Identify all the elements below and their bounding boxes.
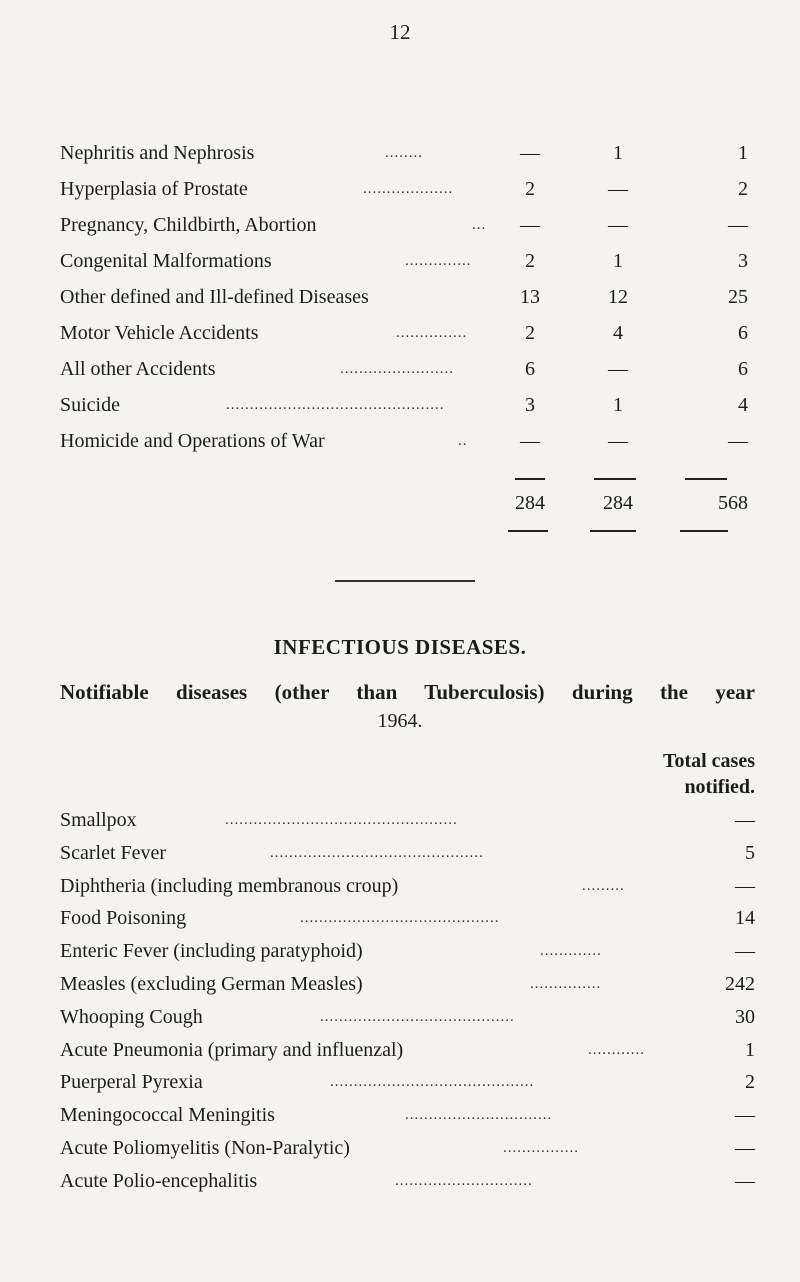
deaths-row	[60, 426, 760, 456]
leader-dots: ........	[385, 145, 423, 161]
cases-notified: 2	[745, 1071, 755, 1093]
disease-label: Measles (excluding German Measles)	[60, 973, 363, 995]
cases-notified: —	[735, 875, 755, 897]
cases-notified: —	[735, 1170, 755, 1192]
infectious-row	[60, 1035, 755, 1065]
section-divider	[335, 580, 475, 582]
value-col2: —	[608, 358, 628, 380]
row-label: Motor Vehicle Accidents	[60, 322, 259, 344]
deaths-row	[60, 246, 760, 276]
page-number: 12	[389, 20, 411, 44]
leader-dots: ..........................................	[300, 910, 500, 926]
value-col2: 4	[613, 322, 623, 344]
value-col3: 2	[738, 178, 748, 200]
row-label: Congenital Malformations	[60, 250, 272, 272]
totals-underline-col2	[590, 530, 636, 532]
infectious-year: 1964.	[377, 710, 423, 732]
value-col1: 13	[520, 286, 540, 308]
value-col3: 4	[738, 394, 748, 416]
value-col1: 2	[525, 250, 535, 272]
totals-rule-col1	[515, 478, 545, 480]
deaths-row	[60, 354, 760, 384]
column-header-notified: notified.	[684, 776, 755, 798]
leader-dots: ............	[588, 1042, 645, 1058]
cases-notified: —	[735, 809, 755, 831]
total-col2: 284	[603, 492, 633, 514]
value-col2: 12	[608, 286, 628, 308]
leader-dots: ...............	[530, 976, 602, 992]
disease-label: Whooping Cough	[60, 1006, 203, 1028]
leader-dots: .............................	[395, 1173, 533, 1189]
value-col3: 25	[728, 286, 748, 308]
value-col2: —	[608, 430, 628, 452]
disease-label: Acute Pneumonia (primary and influenzal)	[60, 1039, 404, 1061]
cases-notified: 242	[725, 973, 755, 995]
infectious-row	[60, 1067, 755, 1097]
infectious-subtitle: Notifiable diseases (other than Tuberculosis) during the year	[60, 680, 755, 704]
leader-dots: ...............................	[405, 1107, 553, 1123]
row-label: Homicide and Operations of War	[60, 430, 325, 452]
deaths-row	[60, 210, 760, 240]
value-col2: 1	[613, 250, 623, 272]
cases-notified: 1	[745, 1039, 755, 1061]
total-col3: 568	[718, 492, 748, 514]
row-label: Hyperplasia of Prostate	[60, 178, 248, 200]
value-col3: 3	[738, 250, 748, 272]
value-col1: —	[520, 430, 540, 452]
disease-label: Meningococcal Meningitis	[60, 1104, 275, 1126]
value-col1: —	[520, 142, 540, 164]
cases-notified: —	[735, 1104, 755, 1126]
leader-dots: ..............................................	[226, 397, 445, 413]
value-col1: 6	[525, 358, 535, 380]
column-header-total-cases: Total cases	[662, 750, 755, 772]
cases-notified: 14	[735, 907, 755, 929]
leader-dots: .........................................	[320, 1009, 515, 1025]
row-label: Other defined and Ill-defined Diseases	[60, 286, 369, 308]
row-label: Nephritis and Nephrosis	[60, 142, 255, 164]
infectious-row	[60, 969, 755, 999]
leader-dots: ..	[458, 433, 468, 449]
value-col2: —	[608, 178, 628, 200]
leader-dots: ..............	[405, 253, 472, 269]
disease-label: Acute Poliomyelitis (Non-Paralytic)	[60, 1137, 350, 1159]
row-label: Pregnancy, Childbirth, Abortion	[60, 214, 317, 236]
cases-notified: —	[735, 940, 755, 962]
value-col3: —	[728, 214, 748, 236]
value-col2: —	[608, 214, 628, 236]
value-col3: 6	[738, 358, 748, 380]
infectious-row	[60, 1002, 755, 1032]
row-label: All other Accidents	[60, 358, 216, 380]
leader-dots: .................................................	[225, 812, 458, 828]
disease-label: Acute Polio-encephalitis	[60, 1170, 258, 1192]
cases-notified: 30	[735, 1006, 755, 1028]
value-col2: 1	[613, 142, 623, 164]
infectious-row	[60, 805, 755, 835]
totals-rule-col2	[594, 478, 636, 480]
infectious-row	[60, 936, 755, 966]
leader-dots: ................	[503, 1140, 579, 1156]
leader-dots: .............	[540, 943, 602, 959]
disease-label: Food Poisoning	[60, 907, 187, 929]
cases-notified: 5	[745, 842, 755, 864]
cases-notified: —	[735, 1137, 755, 1159]
deaths-row	[60, 390, 760, 420]
value-col1: 3	[525, 394, 535, 416]
totals-rule-col3	[685, 478, 727, 480]
value-col3: 1	[738, 142, 748, 164]
value-col1: —	[520, 214, 540, 236]
infectious-row	[60, 1166, 755, 1196]
deaths-row	[60, 318, 760, 348]
deaths-row	[60, 174, 760, 204]
value-col2: 1	[613, 394, 623, 416]
value-col1: 2	[525, 178, 535, 200]
disease-label: Enteric Fever (including paratyphoid)	[60, 940, 363, 962]
infectious-row	[60, 1133, 755, 1163]
disease-label: Puerperal Pyrexia	[60, 1071, 203, 1093]
value-col3: 6	[738, 322, 748, 344]
deaths-row	[60, 138, 760, 168]
infectious-row	[60, 838, 755, 868]
leader-dots: .........	[582, 878, 625, 894]
totals-underline-col1	[508, 530, 548, 532]
infectious-heading: INFECTIOUS DISEASES.	[273, 635, 527, 659]
value-col1: 2	[525, 322, 535, 344]
totals-row	[60, 488, 760, 518]
leader-dots: ...	[472, 217, 487, 233]
leader-dots: ...................	[363, 181, 454, 197]
infectious-row	[60, 1100, 755, 1130]
infectious-row	[60, 871, 755, 901]
total-col1: 284	[515, 492, 545, 514]
leader-dots: .............................................	[270, 845, 484, 861]
leader-dots: ........................	[340, 361, 454, 377]
value-col3: —	[728, 430, 748, 452]
disease-label: Scarlet Fever	[60, 842, 167, 864]
leader-dots: ...........................................	[330, 1074, 535, 1090]
disease-label: Diphtheria (including membranous croup)	[60, 875, 399, 897]
infectious-row	[60, 903, 755, 933]
disease-label: Smallpox	[60, 809, 137, 831]
leader-dots: ...............	[396, 325, 468, 341]
row-label: Suicide	[60, 394, 120, 416]
deaths-row	[60, 282, 760, 312]
totals-underline-col3	[680, 530, 728, 532]
